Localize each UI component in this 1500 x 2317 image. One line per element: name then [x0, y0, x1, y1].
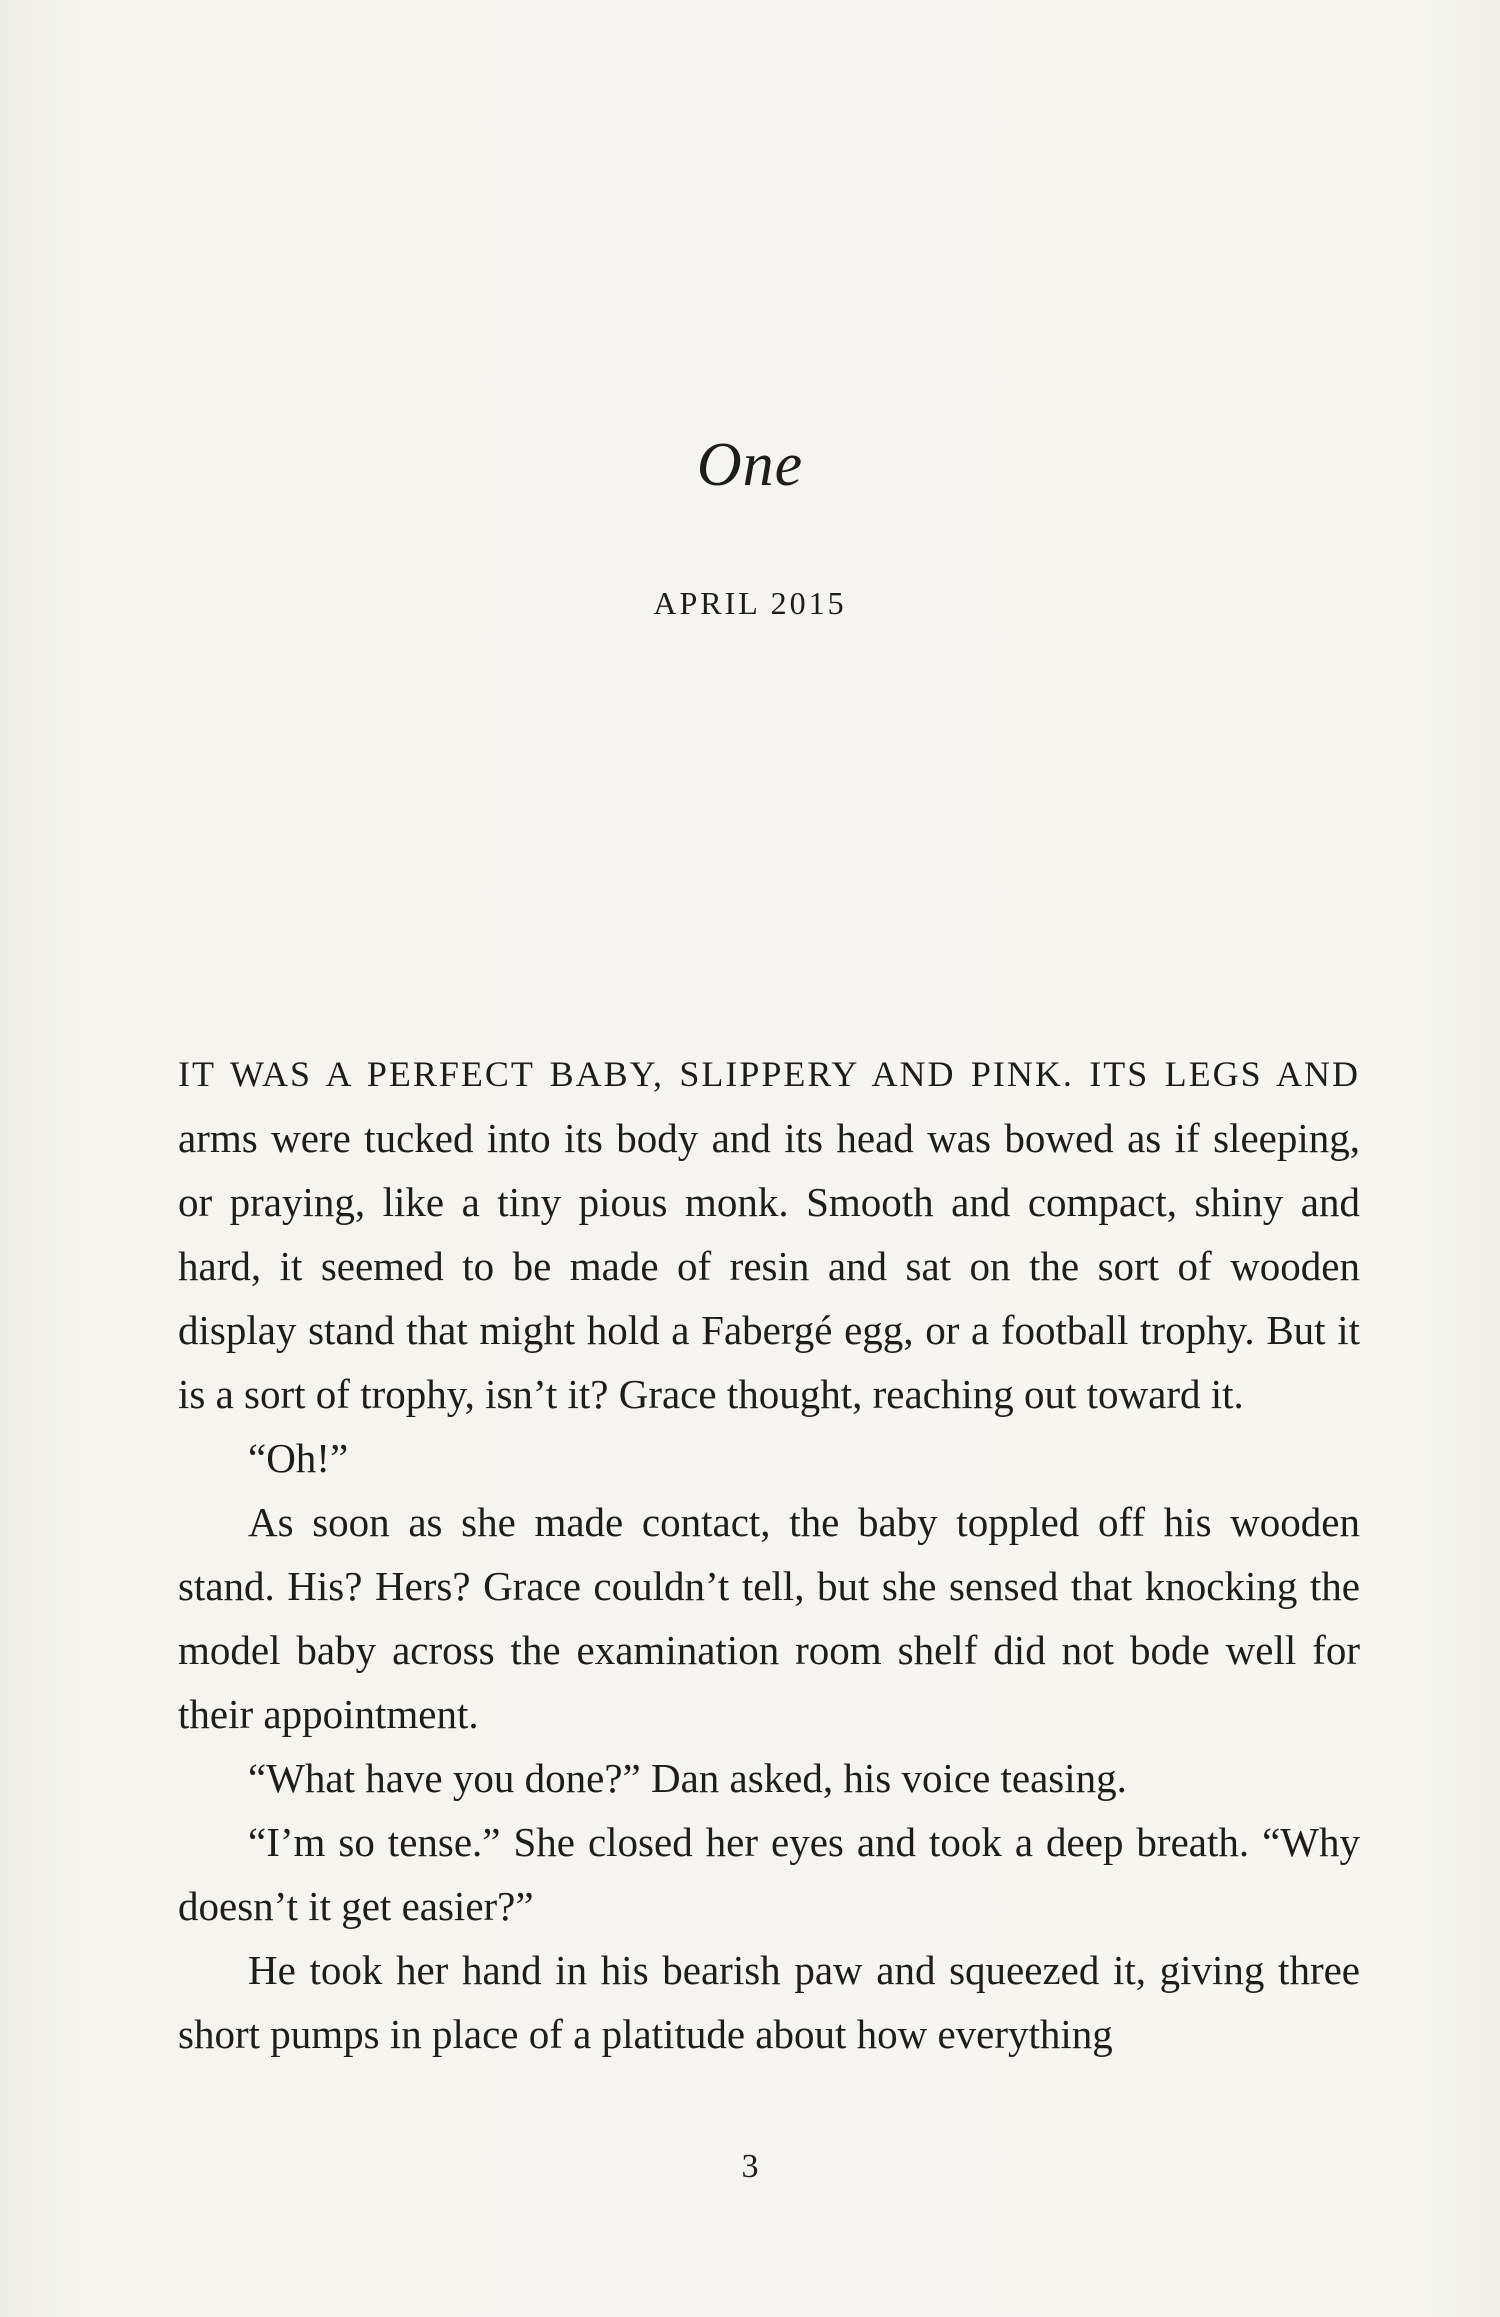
paragraph: “Oh!”	[248, 1435, 349, 1481]
page-number: 3	[741, 2148, 759, 2185]
opening-small-caps: IT WAS A PERFECT BABY, SLIPPERY AND PINK. ITS LEGS AND	[178, 1054, 1360, 1094]
paragraph-opening	[178, 1040, 1360, 1426]
body-text	[178, 1040, 1360, 2066]
opening-text: arms were tucked into its body and its head was bowed as if sleeping, or praying, like a tiny pious monk. Smooth and compact, shiny and hard, it seemed to be made of resin and sat on the sort of wooden display stand that might hold a Fabergé egg, or a football trophy. But it is a sort of trophy, isn’t it? Grace thought, reaching out toward it.	[178, 1115, 1360, 1417]
chapter-date: APRIL 2015	[653, 585, 847, 621]
paragraph: “What have you done?” Dan asked, his voice teasing.	[248, 1755, 1127, 1801]
paragraph: As soon as she made contact, the baby toppled off his wooden stand. His? Hers? Grace couldn’t tell, but she sensed that knocking the model baby across the examination room shelf did not bode well for their appointment.	[178, 1499, 1360, 1737]
paragraph: He took her hand in his bearish paw and squeezed it, giving three short pumps in place of a platitude about how everything	[178, 1947, 1360, 2057]
paragraph: “I’m so tense.” She closed her eyes and took a deep breath. “Why doesn’t it get easier?”	[178, 1819, 1360, 1929]
chapter-title: One	[696, 431, 804, 499]
